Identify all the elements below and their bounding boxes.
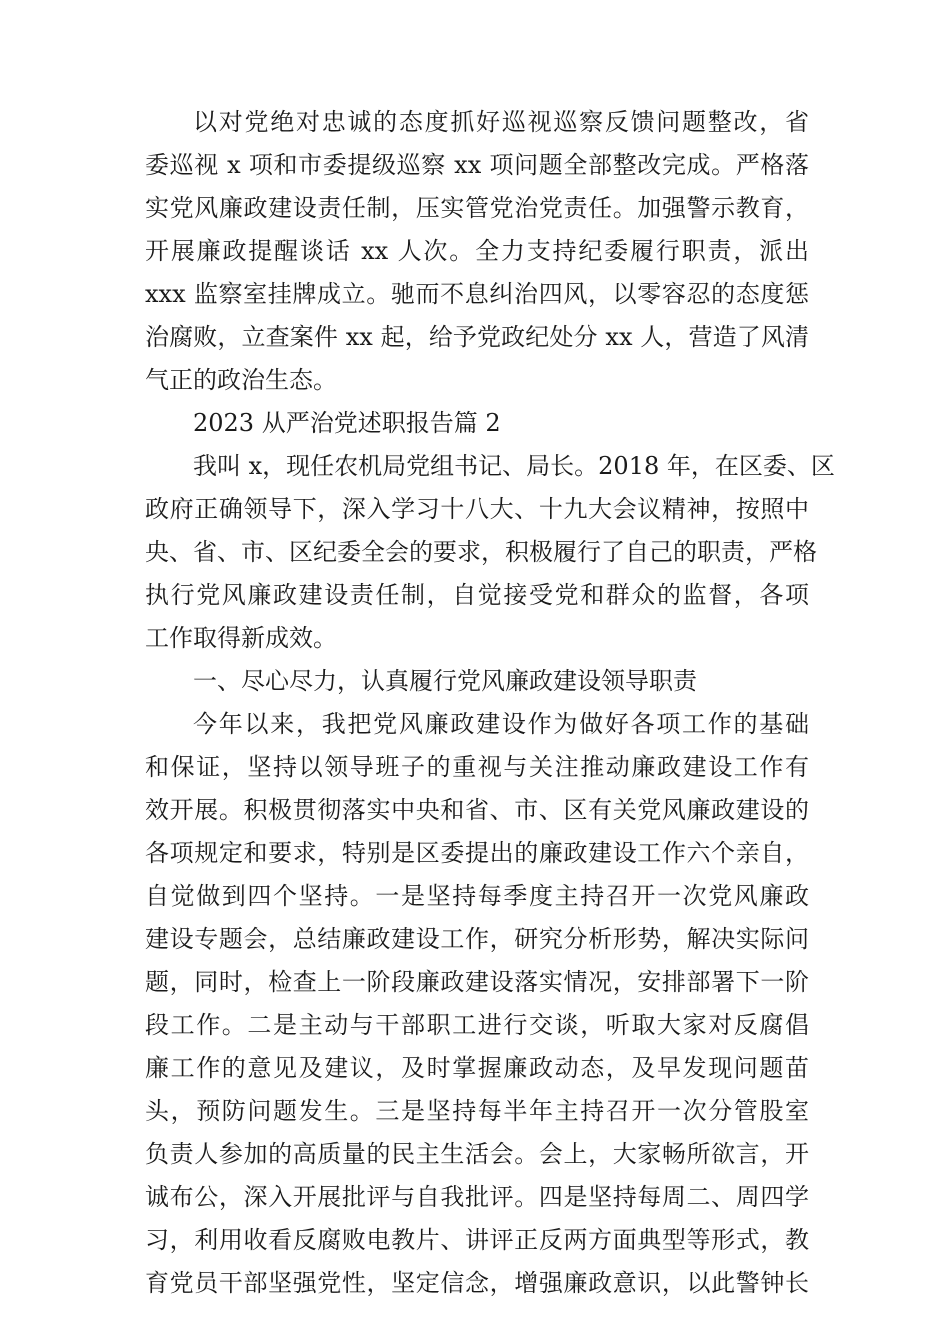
text-line: 工作取得新成效。 <box>145 624 337 652</box>
text-line: 实党风廉政建设责任制，压实管党治党责任。加强警示教育， <box>145 194 809 222</box>
text-line: 开展廉政提醒谈话 xx 人次。全力支持纪委履行职责，派出 <box>145 237 809 265</box>
text-line: 一、尽心尽力，认真履行党风廉政建设领导职责 <box>193 667 697 695</box>
text-line: 央、省、市、区纪委全会的要求，积极履行了自己的职责，严格 <box>145 538 817 566</box>
text-line: 建设专题会，总结廉政建设工作，研究分析形势，解决实际问 <box>145 925 809 953</box>
text-line: 今年以来，我把党风廉政建设作为做好各项工作的基础 <box>193 710 809 738</box>
paragraph-p1 <box>145 101 809 402</box>
text-line: 执行党风廉政建设责任制，自觉接受党和群众的监督，各项 <box>145 581 809 609</box>
text-line: 习，利用收看反腐败电教片、讲评正反两方面典型等形式，教 <box>145 1226 809 1254</box>
text-line: 负责人参加的高质量的民主生活会。会上，大家畅所欲言，开 <box>145 1140 809 1168</box>
text-line: 2023 从严治党述职报告篇 2 <box>193 409 501 437</box>
text-line: 育党员干部坚强党性，坚定信念，增强廉政意识，以此警钟长 <box>145 1269 809 1297</box>
text-line: 以对党绝对忠诚的态度抓好巡视巡察反馈问题整改，省 <box>193 108 809 136</box>
text-line: 段工作。二是主动与干部职工进行交谈，听取大家对反腐倡 <box>145 1011 809 1039</box>
text-line: 头，预防问题发生。三是坚持每半年主持召开一次分管股室 <box>145 1097 809 1125</box>
text-line: 我叫 x，现任农机局党组书记、局长。2018 年，在区委、区 <box>193 452 835 480</box>
text-line: xxx 监察室挂牌成立。驰而不息纠治四风，以零容忍的态度惩 <box>145 280 809 308</box>
text-line: 和保证，坚持以领导班子的重视与关注推动廉政建设工作有 <box>145 753 809 781</box>
text-line: 政府正确领导下，深入学习十八大、十九大会议精神，按照中 <box>145 495 809 523</box>
document-body <box>145 101 835 1305</box>
text-line: 气正的政治生态。 <box>145 366 337 394</box>
text-line: 治腐败，立查案件 xx 起，给予党政纪处分 xx 人，营造了风清 <box>145 323 809 351</box>
text-line: 诚布公，深入开展批评与自我批评。四是坚持每周二、周四学 <box>145 1183 809 1211</box>
text-line: 效开展。积极贯彻落实中央和省、市、区有关党风廉政建设的 <box>145 796 809 824</box>
text-line: 委巡视 x 项和市委提级巡察 xx 项问题全部整改完成。严格落 <box>145 151 809 179</box>
paragraph-p3 <box>145 445 835 660</box>
paragraph-p5 <box>145 703 809 1305</box>
text-line: 各项规定和要求，特别是区委提出的廉政建设工作六个亲自， <box>145 839 809 867</box>
paragraph-p4 <box>145 660 809 703</box>
text-line: 自觉做到四个坚持。一是坚持每季度主持召开一次党风廉政 <box>145 882 809 910</box>
text-line: 题，同时，检查上一阶段廉政建设落实情况，安排部署下一阶 <box>145 968 809 996</box>
paragraph-p2 <box>145 402 809 445</box>
text-line: 廉工作的意见及建议，及时掌握廉政动态，及早发现问题苗 <box>145 1054 809 1082</box>
